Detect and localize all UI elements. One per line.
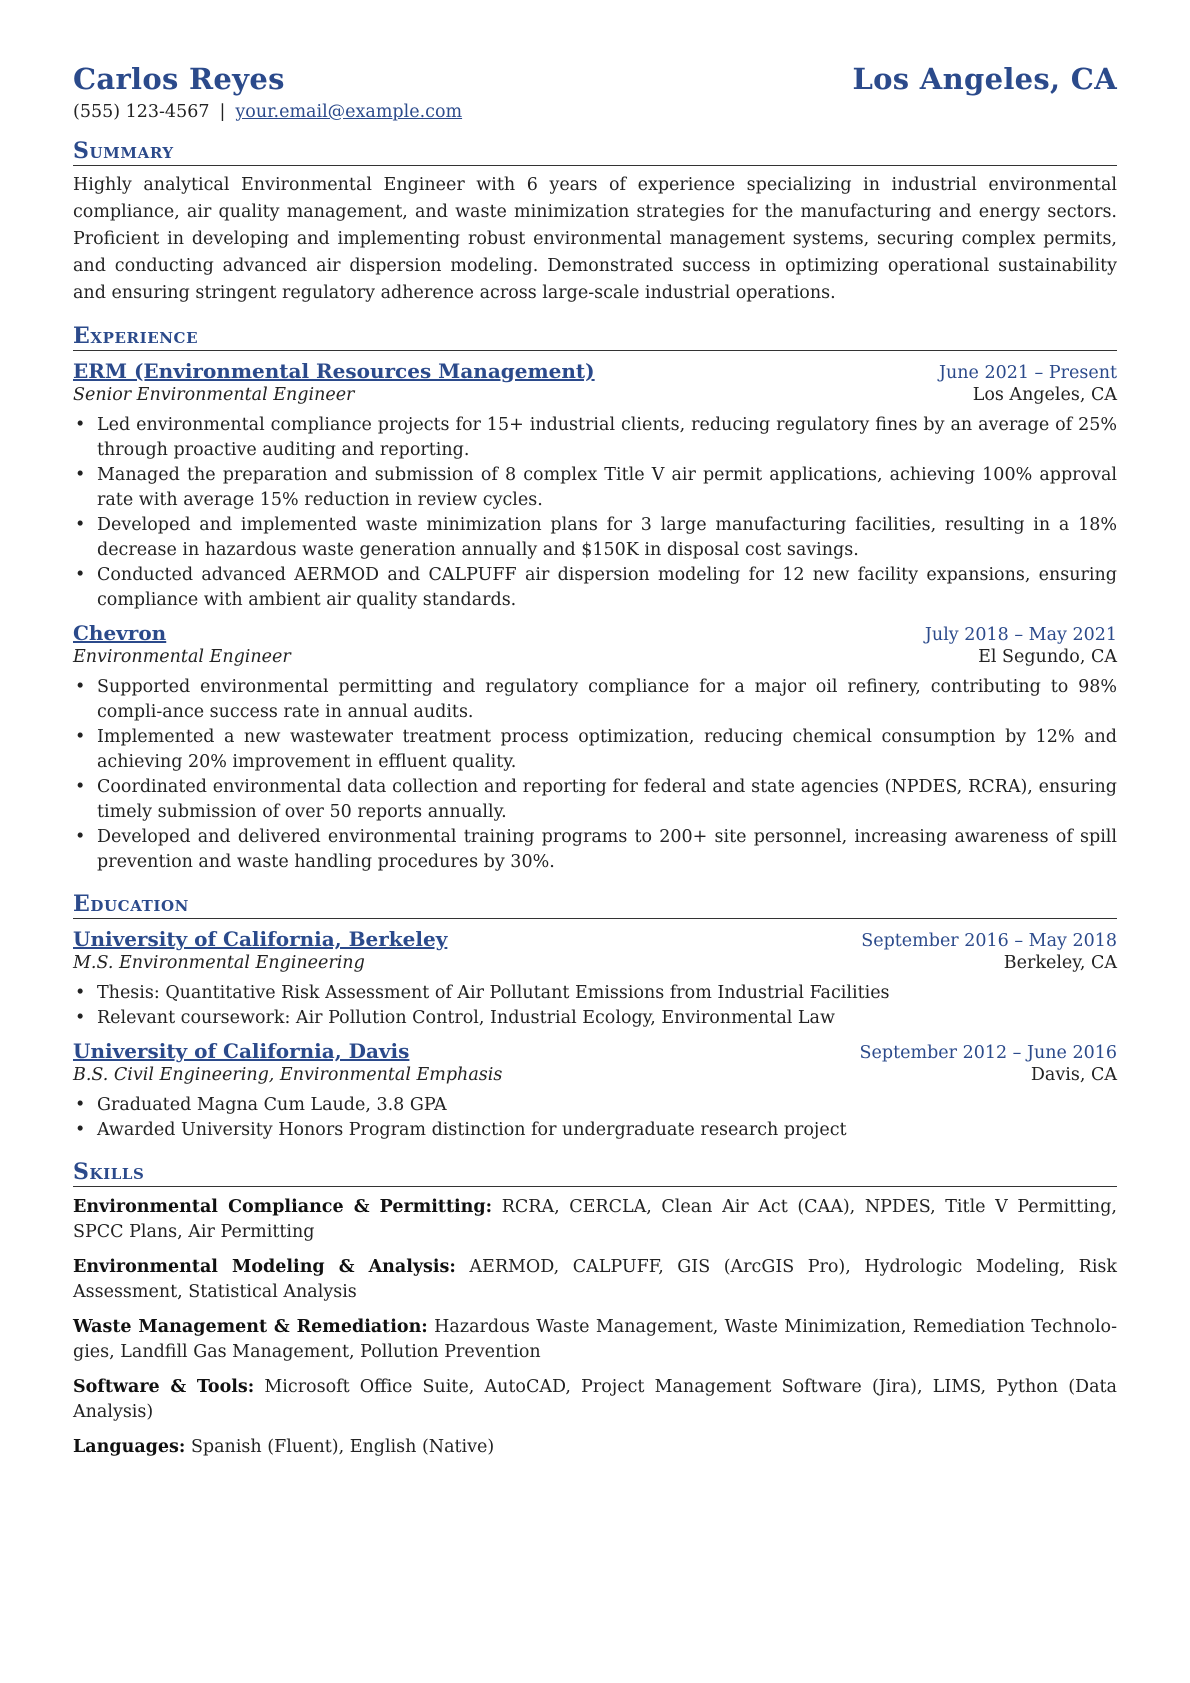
candidate-location: Los Angeles, CA <box>852 62 1117 96</box>
list-item: • Developed and implemented waste minimization plans for 3 large manufacturing facilities, resulting in a 18% decrease in hazardous waste generation annually and $150K in disposal cost savings. <box>97 513 1117 563</box>
list-item: • Supported environmental permitting and regulatory compliance for a major oil refinery, contributing to 98% compli-ance success rate in annual audits. <box>97 675 1117 725</box>
education-entry <box>73 927 1117 1031</box>
job-title: Environmental Engineer <box>73 647 291 667</box>
entry-dates: September 2012 – June 2016 <box>859 1043 1117 1063</box>
header <box>73 62 1117 96</box>
skill-row <box>73 1435 1117 1460</box>
candidate-name: Carlos Reyes <box>73 62 285 96</box>
list-item: • Led environmental compliance projects for 15+ industrial clients, reducing regulatory fines by an average of 25% through proactive auditing and reporting. <box>97 413 1117 463</box>
skill-category: Waste Management & Remediation: <box>73 1317 428 1337</box>
skill-category: Environmental Modeling & Analysis: <box>73 1257 456 1277</box>
entry-subheader <box>73 645 1117 667</box>
skill-row <box>73 1315 1117 1365</box>
list-item: • Implemented a new wastewater treatment process optimization, reducing chemical consumption by 12% and achieving 20% improvement in effluent quality. <box>97 725 1117 775</box>
skill-row <box>73 1195 1117 1245</box>
skill-values: Spanish (Fluent), English (Native) <box>190 1437 495 1457</box>
contact-separator: | <box>219 102 226 122</box>
employer-link[interactable]: Chevron <box>73 621 167 645</box>
skill-values: AERMOD, CALPUFF, GIS (ArcGIS Pro), Hydrologic Modeling, Risk Assessment, Statistical Analysis <box>73 1257 1117 1302</box>
skill-values: RCRA, CERCLA, Clean Air Act (CAA), NPDES, Title V Permitting, SPCC Plans, Air Permitting <box>73 1197 1117 1242</box>
list-item: • Managed the preparation and submission of 8 complex Title V air permit applications, achieving 100% approval rate with average 15% reduction in review cycles. <box>97 463 1117 513</box>
bullet-list <box>73 981 1117 1031</box>
experience-entry <box>73 359 1117 613</box>
experience-entry <box>73 621 1117 875</box>
entry-location: Berkeley, CA <box>1003 953 1117 973</box>
degree: B.S. Civil Engineering, Environmental Emphasis <box>73 1065 503 1085</box>
entry-subheader <box>73 1063 1117 1085</box>
phone-number: (555) 123-4567 <box>73 102 210 122</box>
job-title: Senior Environmental Engineer <box>73 385 355 405</box>
entry-header <box>73 1039 1117 1063</box>
entry-dates: September 2016 – May 2018 <box>861 931 1117 951</box>
skill-category: Software & Tools: <box>73 1377 255 1397</box>
bullet-list <box>73 413 1117 613</box>
entry-location: El Segundo, CA <box>978 647 1117 667</box>
bullet-list <box>73 1093 1117 1143</box>
skill-category: Languages: <box>73 1437 186 1457</box>
section-title-summary: Summary <box>73 138 1117 166</box>
entry-header <box>73 359 1117 383</box>
email-link[interactable]: your.email@example.com <box>235 102 463 122</box>
degree: M.S. Environmental Engineering <box>73 953 365 973</box>
entry-header <box>73 927 1117 951</box>
list-item: • Developed and delivered environmental training programs to 200+ site personnel, increasing awareness of spill prevention and waste handling procedures by 30%. <box>97 825 1117 875</box>
contact-line <box>73 102 1117 122</box>
list-item: • Awarded University Honors Program distinction for undergraduate research project <box>97 1118 1117 1143</box>
list-item: • Conducted advanced AERMOD and CALPUFF air dispersion modeling for 12 new facility expansions, ensuring compliance with ambient air quality standards. <box>97 563 1117 613</box>
entry-dates: June 2021 – Present <box>938 363 1117 383</box>
section-title-education: Education <box>73 891 1117 919</box>
school-link[interactable]: University of California, Davis <box>73 1039 410 1063</box>
skill-values: Hazardous Waste Management, Waste Minimization, Remediation Technolo-gies, Landfill Gas Management, Pollution Prevention <box>73 1317 1117 1362</box>
education-entry <box>73 1039 1117 1143</box>
section-title-experience: Experience <box>73 323 1117 351</box>
list-item: • Coordinated environmental data collection and reporting for federal and state agencies (NPDES, RCRA), ensuring timely submission of over 50 reports annually. <box>97 775 1117 825</box>
skill-row <box>73 1375 1117 1425</box>
list-item: • Thesis: Quantitative Risk Assessment of Air Pollutant Emissions from Industrial Facilities <box>97 981 1117 1006</box>
entry-subheader <box>73 383 1117 405</box>
employer-link[interactable]: ERM (Environmental Resources Management) <box>73 359 595 383</box>
entry-location: Los Angeles, CA <box>972 385 1117 405</box>
skill-values: Microsoft Office Suite, AutoCAD, Project Management Software (Jira), LIMS, Python (Data Analysis) <box>73 1377 1117 1422</box>
skill-category: Environmental Compliance & Permitting: <box>73 1197 493 1217</box>
entry-subheader <box>73 951 1117 973</box>
school-link[interactable]: University of California, Berkeley <box>73 927 448 951</box>
entry-dates: July 2018 – May 2021 <box>924 625 1117 645</box>
list-item: • Graduated Magna Cum Laude, 3.8 GPA <box>97 1093 1117 1118</box>
bullet-list <box>73 675 1117 875</box>
summary-text: Highly analytical Environmental Engineer with 6 years of experience specializing in industrial environmental compliance, air quality management, and waste minimization strategies for the manufacturing and energy sectors. Proficient in developing and implementing robust environmental management systems, securing complex permits, and conducting advanced air dispersion modeling. Demonstrated success in optimizing operational sustainability and ensuring stringent regulatory adherence across large-scale industrial operations. <box>73 175 1117 303</box>
entry-header <box>73 621 1117 645</box>
section-title-skills: Skills <box>73 1159 1117 1187</box>
entry-location: Davis, CA <box>1030 1065 1117 1085</box>
list-item: • Relevant coursework: Air Pollution Control, Industrial Ecology, Environmental Law <box>97 1006 1117 1031</box>
skill-row <box>73 1255 1117 1305</box>
